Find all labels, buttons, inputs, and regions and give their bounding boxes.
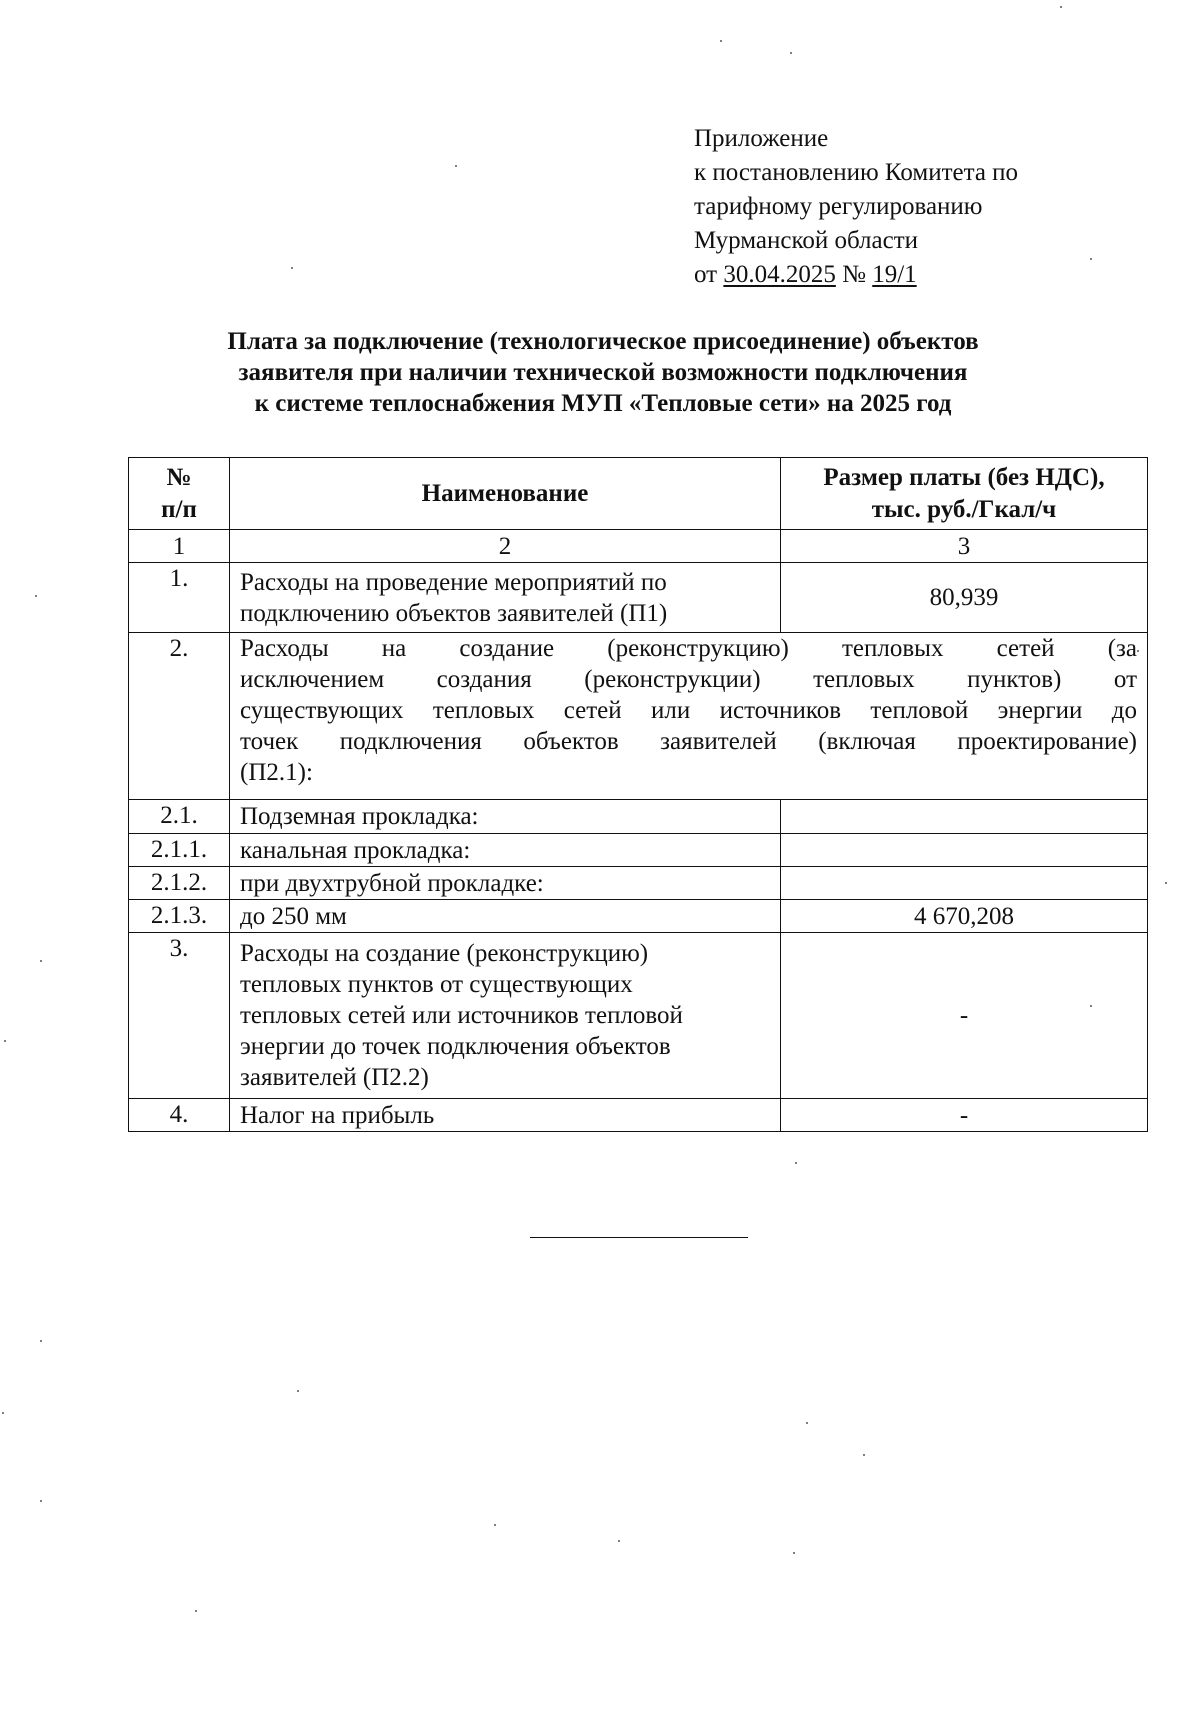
row-number: 2.	[129, 633, 230, 800]
scan-speck	[793, 1552, 795, 1554]
table-row	[129, 867, 1148, 900]
header-number-line-2: п/п	[161, 495, 197, 523]
scan-speck	[40, 1340, 42, 1342]
scan-speck	[863, 1454, 865, 1456]
scan-speck	[1090, 1005, 1092, 1007]
closing-separator-line	[530, 1237, 748, 1238]
row-name-line: Расходы на создание (реконструкцию)	[240, 940, 649, 967]
scan-speck	[795, 1162, 797, 1164]
row-number: 2.1.2.	[129, 867, 230, 900]
appendix-line-1: Приложение	[694, 125, 829, 152]
row-name: до 250 мм	[230, 900, 781, 933]
table-row	[129, 1099, 1148, 1132]
table-header-row	[129, 458, 1148, 530]
row-name-line: тепловых пунктов от существующих	[240, 971, 633, 998]
header-number	[129, 458, 230, 530]
appendix-date-line	[694, 258, 1018, 292]
row-name-line: подключению объектов заявителей (П1)	[240, 599, 668, 627]
row-value: 4 670,208	[781, 900, 1148, 933]
scan-speck	[806, 1422, 808, 1424]
number-prefix: №	[835, 261, 873, 288]
row-value: -	[781, 933, 1148, 1099]
date-prefix: от	[694, 261, 724, 288]
row-name	[230, 563, 781, 633]
row-value: -	[781, 1099, 1148, 1132]
scan-speck	[720, 40, 722, 42]
scan-speck	[40, 1500, 42, 1502]
table-row	[129, 633, 1148, 800]
row-name-line: Расходы на проведение мероприятий по	[240, 568, 667, 596]
row-name	[230, 633, 1148, 800]
row-name: Подземная прокладка:	[230, 800, 781, 834]
table-row	[129, 933, 1148, 1099]
row-name-line: существующих тепловых сетей или источников тепловой энергии до	[240, 697, 1137, 724]
row-number: 1.	[129, 563, 230, 633]
scan-speck	[618, 1540, 620, 1542]
title-line-1: Плата за подключение (технологическое присоединение) объектов	[227, 328, 979, 355]
row-number: 2.1.1.	[129, 834, 230, 867]
header-number-line-1: №	[166, 463, 192, 491]
scan-speck	[494, 1524, 496, 1526]
table-row	[129, 834, 1148, 867]
appendix-block	[694, 122, 1018, 292]
row-name: Налог на прибыль	[230, 1099, 781, 1132]
scan-speck	[1137, 650, 1139, 652]
document-title	[130, 326, 1076, 419]
scan-speck	[2, 1412, 4, 1414]
row-name-line: точек подключения объектов заявителей (включая проектирование)	[240, 728, 1137, 755]
scan-speck	[455, 165, 457, 167]
title-line-2: заявителя при наличии технической возможности подключения	[238, 359, 968, 386]
table-row	[129, 900, 1148, 933]
row-number: 3.	[129, 933, 230, 1099]
row-value: 80,939	[781, 563, 1148, 633]
scan-speck	[1060, 6, 1062, 8]
row-name-line: исключением создания (реконструкции) тепловых пунктов) от	[240, 666, 1137, 693]
scan-speck	[790, 52, 792, 54]
row-value	[781, 800, 1148, 834]
row-number: 2.1.3.	[129, 900, 230, 933]
row-name	[230, 933, 781, 1099]
row-name-line: заявителей (П2.2)	[240, 1064, 429, 1091]
row-name-line: энергии до точек подключения объектов	[240, 1033, 671, 1060]
row-name-line: (П2.1):	[240, 759, 313, 786]
header-value	[781, 458, 1148, 530]
scan-speck	[4, 1040, 6, 1042]
resolution-number: 19/1	[872, 261, 917, 288]
column-number-1: 1	[129, 530, 230, 563]
row-value	[781, 834, 1148, 867]
title-line-3: к системе теплоснабжения МУП «Тепловые сети» на 2025 год	[254, 390, 952, 417]
appendix-line-2: к постановлению Комитета по	[694, 159, 1019, 186]
header-value-line-2: тыс. руб./Гкал/ч	[871, 495, 1057, 523]
row-name: канальная прокладка:	[230, 834, 781, 867]
scan-speck	[1165, 882, 1167, 884]
row-name-line: тепловых сетей или источников тепловой	[240, 1002, 683, 1029]
row-name: при двухтрубной прокладке:	[230, 867, 781, 900]
header-value-line-1: Размер платы (без НДС),	[823, 463, 1105, 491]
table-row	[129, 563, 1148, 633]
row-number: 4.	[129, 1099, 230, 1132]
column-number-3: 3	[781, 530, 1148, 563]
row-value	[781, 867, 1148, 900]
appendix-line-3: тарифному регулированию	[694, 193, 983, 220]
resolution-date: 30.04.2025	[723, 261, 836, 288]
column-numbers-row	[129, 530, 1148, 563]
scan-speck	[1090, 258, 1092, 260]
tariff-table	[128, 457, 1148, 1132]
column-number-2: 2	[230, 530, 781, 563]
table-row	[129, 800, 1148, 834]
scan-speck	[35, 595, 37, 597]
row-number: 2.1.	[129, 800, 230, 834]
header-name: Наименование	[230, 458, 781, 530]
scan-speck	[195, 1610, 197, 1612]
scan-speck	[40, 960, 42, 962]
appendix-line-4: Мурманской области	[694, 227, 919, 254]
scan-speck	[297, 1390, 299, 1392]
row-name-line: Расходы на создание (реконструкцию) тепловых сетей (за	[240, 635, 1137, 662]
scan-speck	[291, 267, 293, 269]
